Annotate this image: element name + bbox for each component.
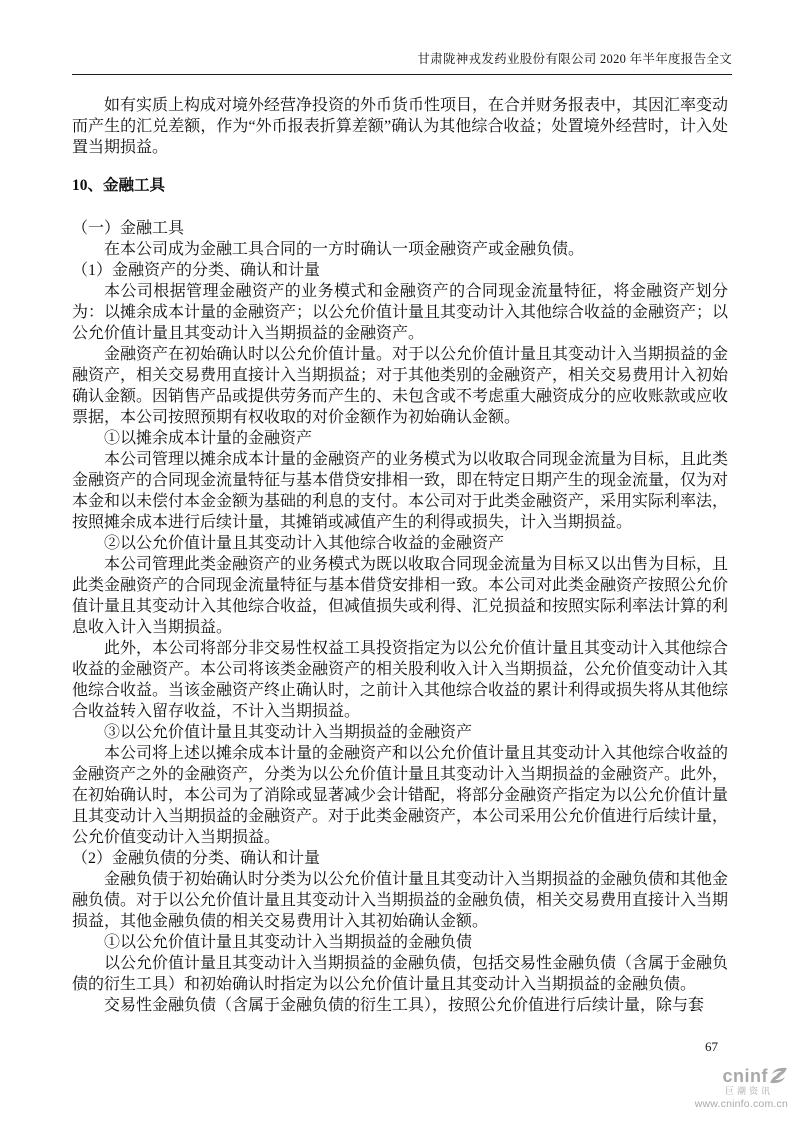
cninfo-chinese-name: 巨潮资讯 bbox=[724, 1085, 773, 1096]
cninfo-swirl-icon bbox=[769, 1067, 788, 1084]
paragraph: 交易性金融负债（含属于金融负债的衍生工具），按照公允价值进行后续计量，除与套 bbox=[104, 997, 705, 1014]
paragraph: 此外，本公司将部分非交易性权益工具投资指定为以公允价值计量且其变动计入其他综合收益的金融资产。本公司将该类金融资产的相关股利收入计入当期损益，公允价值变动计入其他综合收益。当该金融资产终止确认时，之前计入其他综合收益的累计利得或损失将从其他综合收益转入留存收益，不计入当期损益。 bbox=[72, 640, 729, 720]
paragraph: 金融负债于初始确认时分类为以公允价值计量且其变动计入当期损益的金融负债和其他金融负债。对于以公允价值计量且其变动计入当期损益的金融负债，相关交易费用直接计入当期损益，其他金融负债的相关交易费用计入其初始确认金额。 bbox=[72, 871, 729, 930]
paragraph: 本公司管理此类金融资产的业务模式为既以收取合同现金流量为目标又以出售为目标，且此类金融资产的合同现金流量特征与基本借贷安排相一致。本公司对此类金融资产按照公允价值计量且其变动计入其他综合收益，但减值损失或利得、汇兑损益和按照实际利率法计算的利息收入计入当期损益。 bbox=[72, 556, 729, 636]
paragraph: 本公司根据管理金融资产的业务模式和金融资产的合同现金流量特征，将金融资产划分为：以摊余成本计量的金融资产；以公允价值计量且其变动计入其他综合收益的金融资产；以公允价值计量且其变动计入当期损益的金融资产。 bbox=[72, 283, 729, 342]
report-header bbox=[72, 51, 732, 75]
paragraph: （2）金融负债的分类、确认和计量 bbox=[72, 850, 321, 867]
cninfo-watermark bbox=[695, 1067, 788, 1110]
paragraph: 本公司管理以摊余成本计量的金融资产的业务模式为以收取合同现金流量为目标，且此类金融资产的合同现金流量特征与基本借贷安排相一致，即在特定日期产生的现金流量，仅为对本金和以未偿付本金金额为基础的利息的支付。本公司对于此类金融资产，采用实际利率法，按照摊余成本进行后续计量，其摊销或减值产生的利得或损失，计入当期损益。 bbox=[72, 451, 729, 531]
cninfo-brand-text: cninf bbox=[722, 1065, 768, 1086]
paragraph: ②以公允价值计量且其变动计入其他综合收益的金融资产 bbox=[104, 535, 505, 552]
paragraph: ①以公允价值计量且其变动计入当期损益的金融负债 bbox=[104, 934, 473, 951]
paragraph: 以公允价值计量且其变动计入当期损益的金融负债，包括交易性金融负债（含属于金融负债的衍生工具）和初始确认时指定为以公允价值计量且其变动计入当期损益的金融负债。 bbox=[72, 955, 729, 993]
document-body bbox=[72, 95, 728, 1016]
paragraph: ①以摊余成本计量的金融资产 bbox=[104, 430, 313, 447]
paragraph: （一）金融工具 bbox=[72, 220, 185, 237]
paragraph: ③以公允价值计量且其变动计入当期损益的金融资产 bbox=[104, 724, 473, 741]
paragraph: 金融资产在初始确认时以公允价值计量。对于以公允价值计量且其变动计入当期损益的金融资产，相关交易费用直接计入当期损益；对于其他类别的金融资产，相关交易费用计入初始确认金额。因销售产品或提供劳务而产生的、未包含或不考虑重大融资成分的应收账款或应收票据，本公司按照预期有权收取的对价金额作为初始确认金额。 bbox=[72, 346, 729, 426]
paragraph: 本公司将上述以摊余成本计量的金融资产和以公允价值计量且其变动计入其他综合收益的金融资产之外的金融资产，分类为以公允价值计量且其变动计入当期损益的金融资产。此外，在初始确认时，本公司为了消除或显著减少会计错配，将部分金融资产指定为以公允价值计量且其变动计入当期损益的金融资产。对于此类金融资产，本公司采用公允价值进行后续计量，公允价值变动计入当期损益。 bbox=[72, 745, 729, 846]
paragraph: 在本公司成为金融工具合同的一方时确认一项金融资产或金融负债。 bbox=[104, 241, 585, 258]
section-heading: 10、金融工具 bbox=[72, 177, 166, 194]
paragraph: 如有实质上构成对境外经营净投资的外币货币性项目，在合并财务报表中，其因汇率变动而产生的汇兑差额，作为“外币报表折算差额”确认为其他综合收益；处置境外经营时，计入处置当期损益。 bbox=[72, 97, 729, 156]
page-number: 67 bbox=[705, 1039, 718, 1054]
cninfo-url: www.cninfo.com.cn bbox=[694, 1097, 788, 1110]
paragraph: （1）金融资产的分类、确认和计量 bbox=[72, 262, 321, 279]
report-header-title: 甘肃陇神戎发药业股份有限公司 2020 年半年度报告全文 bbox=[417, 52, 732, 66]
cninfo-brand-row bbox=[695, 1067, 788, 1085]
